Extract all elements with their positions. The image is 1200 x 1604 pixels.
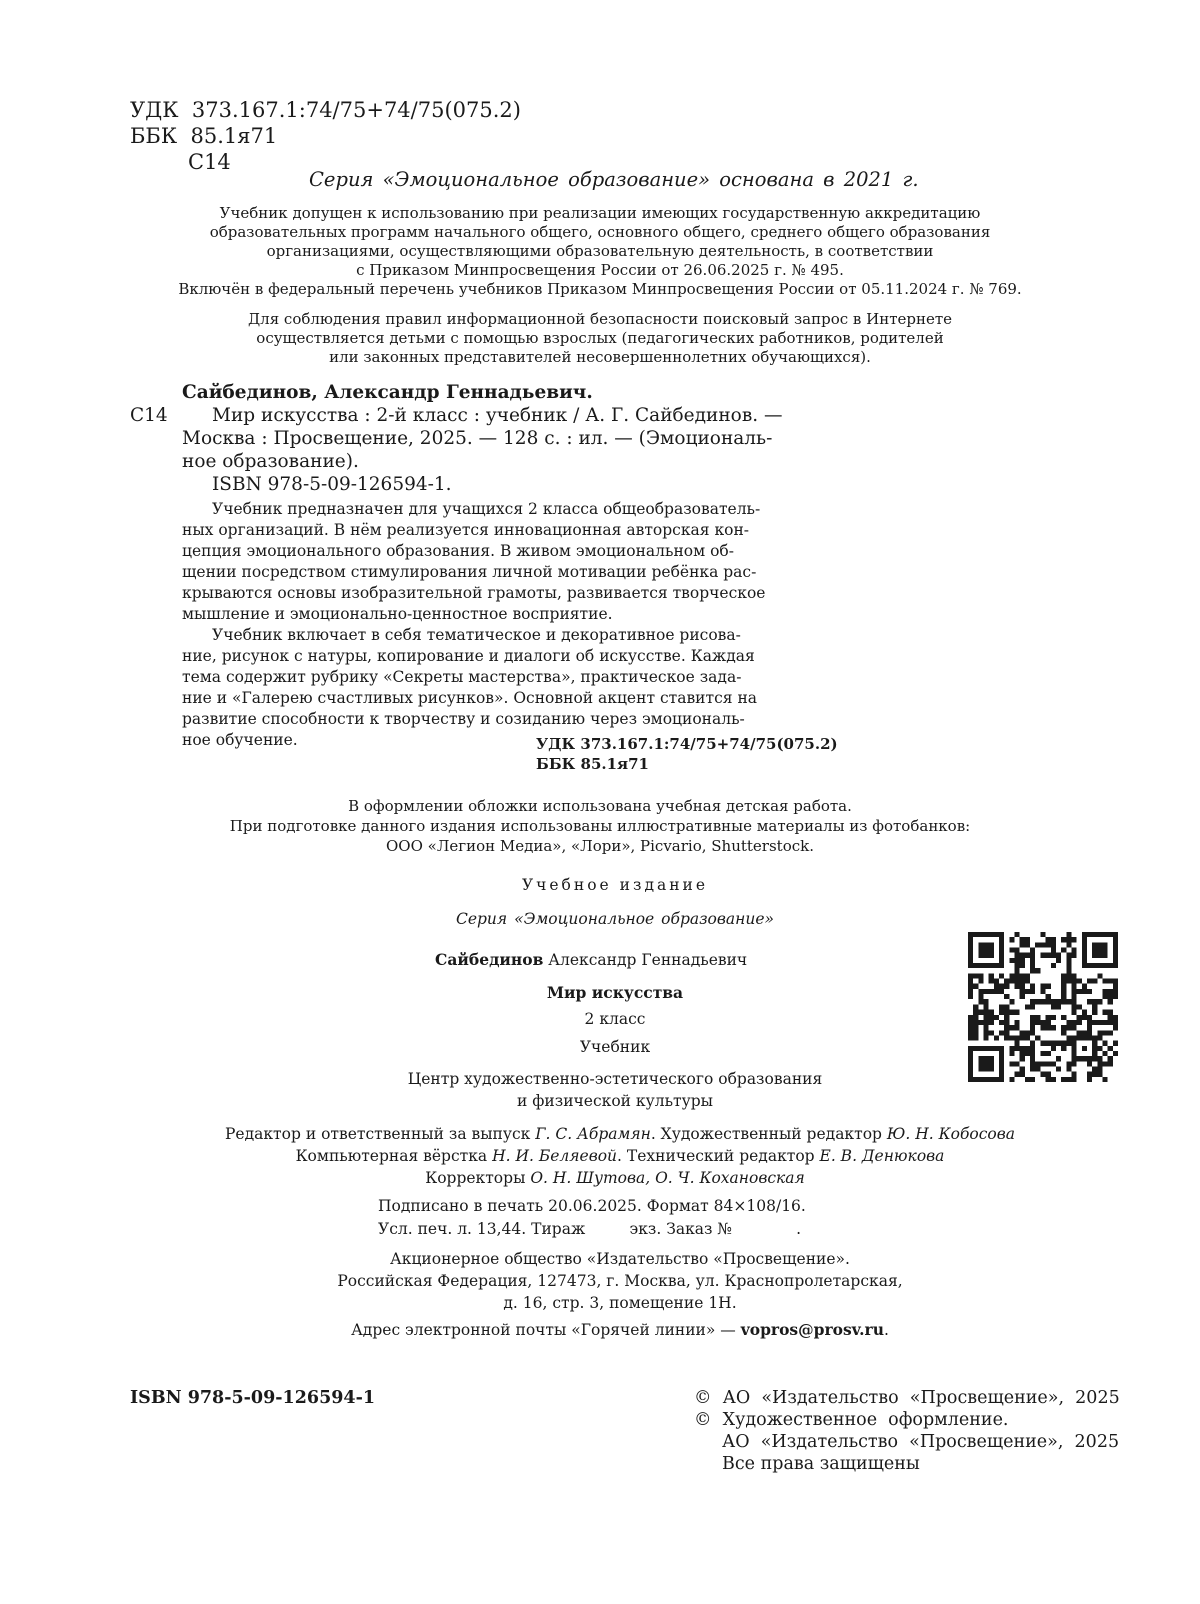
cover-note-line: В оформлении обложки использована учебная детская работа. — [348, 797, 852, 815]
edition-title: Мир искусства — [546, 983, 684, 1002]
approval-line: организациями, осуществляющими образовательную деятельность, в соответствии — [266, 242, 934, 260]
annotation-line: щении посредством стимулирования личной мотивации ребёнка рас- — [182, 563, 757, 581]
annotation-line: Учебник включает в себя тематическое и декоративное рисова- — [212, 626, 741, 644]
staff-role: . Художественный редактор — [650, 1125, 887, 1143]
biblio-line: Мир искусства : 2-й класс : учебник / А. Г. Сайбединов. — — [212, 405, 783, 426]
biblio-line: ное образование). — [182, 451, 359, 472]
annotation-line: Учебник предназначен для учащихся 2 класса общеобразователь- — [212, 500, 761, 518]
approval-line: Учебник допущен к использованию при реализации имеющих государственную аккредитацию — [219, 204, 981, 222]
print-info-line: Усл. печ. л. 13,44. Тираж экз. Заказ № . — [378, 1220, 802, 1238]
biblio-author-heading: Сайбединов, Александр Геннадьевич. — [182, 382, 593, 403]
approval-line: с Приказом Минпросвещения России от 26.06.2025 г. № 495. — [356, 261, 844, 279]
udk-header-line — [130, 98, 521, 122]
staff-role: Компьютерная вёрстка — [295, 1147, 493, 1165]
biblio-isbn: ISBN 978-5-09-126594-1. — [212, 474, 452, 495]
series-founded: Серия «Эмоциональное образование» основана в 2021 г. — [309, 168, 919, 191]
annotation-line: крываются основы изобразительной грамоты, развивается творческое — [182, 584, 766, 602]
safety-line: или законных представителей несовершеннолетних обучающихся). — [329, 348, 871, 366]
safety-line: Для соблюдения правил информационной безопасности поисковый запрос в Интернете — [247, 310, 953, 328]
bbk-label: ББК — [130, 124, 178, 148]
copyright-line: © АО «Издательство «Просвещение», 2025 — [694, 1388, 1120, 1408]
edition-author-name: Александр Геннадьевич — [543, 951, 748, 969]
edition-center: Центр художественно-эстетического образования — [407, 1070, 823, 1088]
staff-line — [0, 1125, 1200, 1143]
staff-person: Е. В. Денюкова — [819, 1147, 945, 1165]
cover-note-line: При подготовке данного издания использованы иллюстративные материалы из фотобанков: — [229, 817, 971, 835]
udk-label: УДК — [130, 98, 179, 122]
annotation-line: ние и «Галерею счастливых рисунков». Основной акцент ставится на — [182, 689, 758, 707]
edition-kind: Учебник — [579, 1038, 651, 1056]
author-mark: С14 — [188, 150, 231, 174]
approval-line: Включён в федеральный перечень учебников Приказом Минпросвещения России от 05.11.2024 г. № 769. — [178, 280, 1022, 298]
cover-note-line: ООО «Легион Медиа», «Лори», Picvario, Shutterstock. — [385, 837, 814, 855]
annotation-line: ние, рисунок с натуры, копирование и диалоги об искусстве. Каждая — [182, 647, 755, 665]
annotation-line: цепция эмоционального образования. В живом эмоциональном об- — [182, 542, 734, 560]
biblio-line: Москва : Просвещение, 2025. — 128 с. : ил. — (Эмоциональ- — [182, 428, 773, 449]
hotline-text: Адрес электронной почты «Горячей линии» — — [351, 1321, 741, 1339]
annotation-line: ных организаций. В нём реализуется инновационная авторская кон- — [182, 521, 750, 539]
print-info-line: Подписано в печать 20.06.2025. Формат 84×108/16. — [378, 1197, 806, 1215]
udk-value: 373.167.1:74/75+74/75(075.2) — [191, 98, 521, 122]
safety-line: осуществляется детьми с помощью взрослых (педагогических работников, родителей — [256, 329, 944, 347]
bbk-header-line — [130, 124, 277, 148]
copyright-line: АО «Издательство «Просвещение», 2025 — [722, 1432, 1120, 1452]
rights-reserved: Все права защищены — [722, 1454, 920, 1474]
edition-author — [435, 950, 747, 969]
approval-line: образовательных программ начального общего, основного общего, среднего общего образования — [209, 223, 991, 241]
staff-person: О. Н. Шутова, О. Ч. Кохановская — [530, 1169, 805, 1187]
biblio-mark: С14 — [130, 405, 168, 426]
hotline-line — [0, 1320, 1200, 1339]
staff-role: Редактор и ответственный за выпуск — [224, 1125, 536, 1143]
staff-line — [0, 1147, 1200, 1165]
staff-role: Корректоры — [425, 1169, 531, 1187]
biblio-bbk: ББК 85.1я71 — [536, 755, 649, 773]
staff-line — [0, 1169, 1200, 1187]
bbk-value: 85.1я71 — [190, 124, 278, 148]
edition-type: Учебное издание — [521, 876, 709, 894]
edition-author-surname: Сайбединов — [435, 950, 544, 969]
copyright-line: © Художественное оформление. — [694, 1410, 1009, 1430]
edition-series: Серия «Эмоциональное образование» — [455, 910, 775, 928]
edition-grade: 2 класс — [584, 1010, 646, 1028]
annotation-line: мышление и эмоционально-ценностное восприятие. — [182, 605, 613, 623]
biblio-udk: УДК 373.167.1:74/75+74/75(075.2) — [536, 735, 838, 753]
footer-isbn: ISBN 978-5-09-126594-1 — [130, 1388, 376, 1408]
publisher-line: Российская Федерация, 127473, г. Москва, ул. Краснопролетарская, — [337, 1272, 903, 1290]
edition-center: и физической культуры — [517, 1092, 713, 1110]
staff-person: Г. С. Абрамян — [535, 1125, 651, 1143]
qr-code-icon — [968, 932, 1118, 1082]
hotline-end: . — [884, 1321, 889, 1339]
staff-person: Ю. Н. Кобосова — [886, 1125, 1016, 1143]
staff-person: Н. И. Беляевой — [492, 1147, 618, 1165]
annotation-line: развитие способности к творчеству и созиданию через эмоциональ- — [182, 710, 745, 728]
publisher-line: д. 16, стр. 3, помещение 1Н. — [503, 1294, 737, 1312]
publisher-line: Акционерное общество «Издательство «Просвещение». — [390, 1250, 850, 1268]
hotline-email: vopros@prosv.ru — [740, 1320, 884, 1339]
annotation-line: ное обучение. — [182, 731, 298, 749]
staff-role: . Технический редактор — [617, 1147, 820, 1165]
annotation-line: тема содержит рубрику «Секреты мастерства», практическое зада- — [182, 668, 742, 686]
